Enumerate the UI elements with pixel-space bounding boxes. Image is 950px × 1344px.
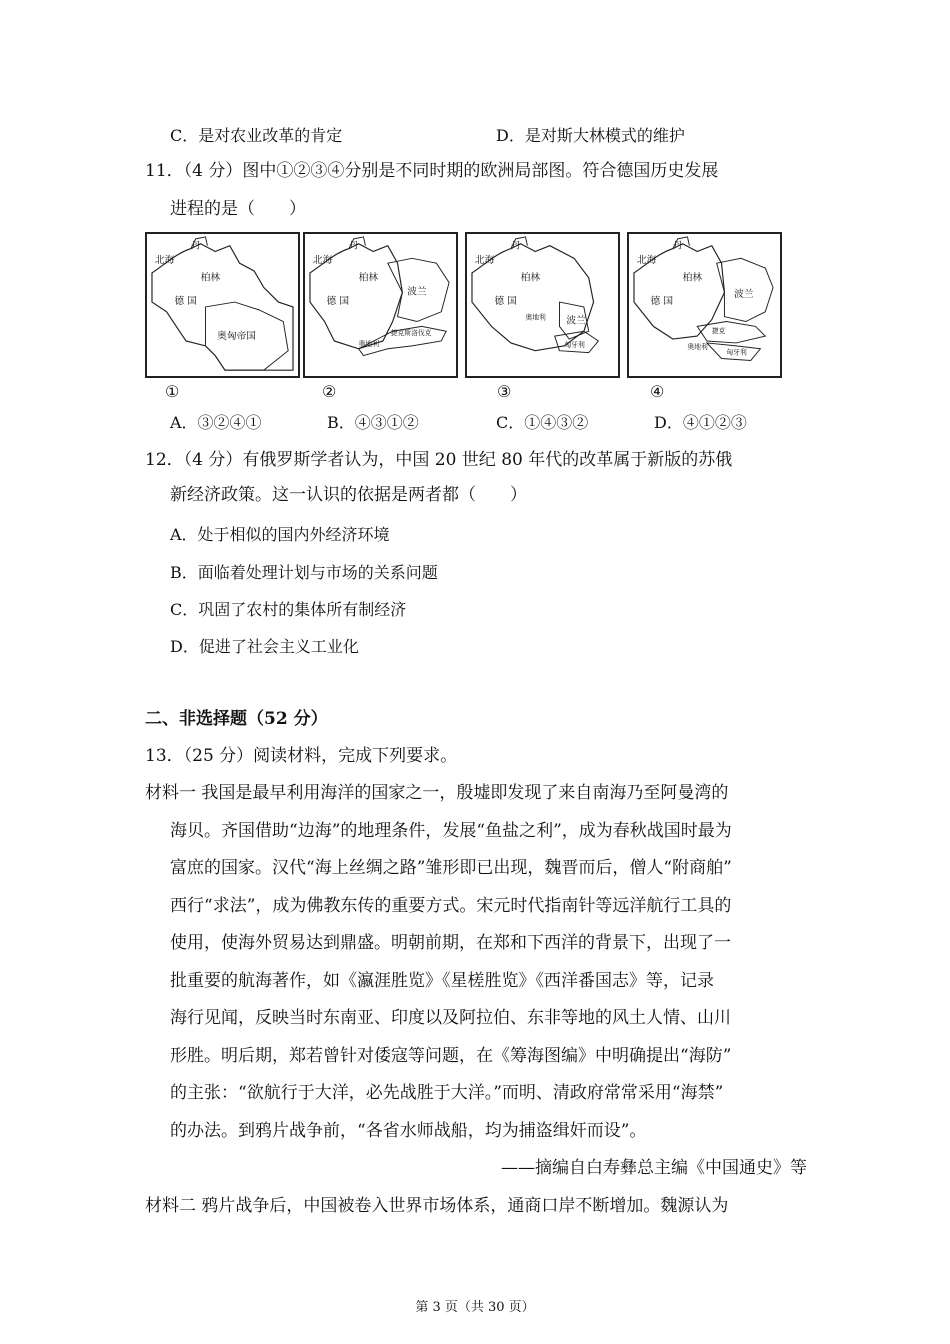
map-2-drawing: [305, 234, 456, 376]
q12-option-b: B．面临着处理计划与市场的关系问题: [170, 563, 438, 582]
map-2-label-5: 捷克斯洛伐克: [390, 329, 432, 338]
map-4-label-1: 北海: [636, 255, 657, 267]
map-1-drawing: [147, 234, 298, 376]
q11-option-b: B．④③①②: [327, 413, 419, 432]
map-1-number: ①: [165, 382, 180, 401]
map-4-label-3: 德 国: [650, 296, 674, 308]
map-3-label-1: 北海: [474, 255, 495, 267]
map-2-label-2: 柏林: [358, 272, 379, 284]
page-footer: 第 3 页（共 30 页）: [415, 1300, 535, 1315]
map-1-label-1: 北海: [154, 255, 175, 267]
material1-source: ——摘编自白寿彝总主编《中国通史》等: [501, 1158, 807, 1178]
map-4-label-5: 捷克: [711, 327, 726, 336]
material1-line-2: 富庶的国家。汉代“海上丝绸之路”雏形即已出现，魏晋而后，僧人“附商舶”: [170, 858, 732, 878]
map-3-drawing: [467, 234, 618, 376]
map-4-label-6: 奥地利: [687, 342, 708, 351]
q11-stem-line2: 进程的是（ ）: [170, 199, 306, 219]
material1-line-8: 的主张：“欲航行于大洋，必先战胜于大洋。”而明、清政府常常采用“海禁”: [170, 1083, 724, 1103]
material1-line-0: 材料一 我国是最早利用海洋的国家之一，殷墟即发现了来自南海乃至阿曼湾的: [145, 783, 729, 803]
q10-option-d: D．是对斯大林模式的维护: [496, 126, 685, 145]
map-4-label-4: 波兰: [734, 289, 754, 301]
q11-option-d: D．④①②③: [654, 413, 747, 432]
material1-line-5: 批重要的航海著作，如《瀛涯胜览》《星槎胜览》《西洋番国志》等，记录: [170, 971, 714, 991]
map-1: [145, 232, 300, 378]
map-4-label-2: 柏林: [682, 272, 703, 284]
map-3: [465, 232, 620, 378]
material1-line-3: 西行“求法”，成为佛教东传的重要方式。宋元时代指南针等远洋航行工具的: [170, 896, 732, 916]
map-1-label-4: 奥匈帝国: [217, 331, 257, 343]
q11-option-c: C．①④③②: [496, 413, 589, 432]
map-2-label-6: 奥地利: [358, 339, 380, 348]
q12-option-c: C．巩固了农村的集体所有制经济: [170, 600, 407, 619]
q11-stem-line1: 11．（4 分）图中①②③④分别是不同时期的欧洲局部图。符合德国历史发展: [145, 161, 719, 181]
map-1-label-2: 柏林: [200, 272, 221, 284]
map-1-label-3: 德 国: [174, 296, 197, 308]
map-3-label-6: 匈牙利: [564, 340, 585, 349]
material1-line-6: 海行见闻，反映当时东南亚、印度以及阿拉伯、东非等地的风土人情、山川: [170, 1008, 731, 1028]
map-3-label-3: 德 国: [494, 296, 517, 308]
q12-option-a: A．处于相似的国内外经济环境: [170, 525, 390, 544]
map-2-label-0: 丹: [348, 240, 359, 252]
q12-stem-line2: 新经济政策。这一认识的依据是两者都（ ）: [170, 485, 527, 505]
map-2-label-1: 北海: [312, 255, 333, 267]
material1-line-9: 的办法。到鸦片战争前，“各省水师战船，均为捕盗缉奸而设”。: [170, 1121, 647, 1141]
q13-stem: 13．（25 分）阅读材料，完成下列要求。: [145, 746, 458, 766]
material2-line-0: 材料二 鸦片战争后，中国被卷入世界市场体系，通商口岸不断增加。魏源认为: [145, 1196, 729, 1216]
map-3-label-2: 柏林: [520, 272, 541, 284]
map-3-label-4: 波兰: [566, 315, 586, 327]
map-2-label-3: 德 国: [326, 296, 350, 308]
europe-maps: [145, 232, 785, 382]
material1-line-4: 使用，使海外贸易达到鼎盛。明朝前期，在郑和下西洋的背景下，出现了一: [170, 933, 731, 953]
q12-option-d: D．促进了社会主义工业化: [170, 637, 359, 656]
map-1-label-0: 丹: [190, 240, 201, 252]
map-2-number: ②: [322, 382, 337, 401]
map-3-number: ③: [497, 382, 512, 401]
section-title: 二、非选择题（52 分）: [145, 709, 328, 729]
map-4-drawing: [629, 234, 780, 376]
map-3-label-5: 奥地利: [525, 313, 546, 322]
material1-line-7: 形胜。明后期，郑若曾针对倭寇等问题，在《筹海图编》中明确提出“海防”: [170, 1046, 732, 1066]
q11-option-a: A．③②④①: [170, 413, 262, 432]
map-4-number: ④: [650, 382, 665, 401]
map-2-label-4: 波兰: [407, 286, 427, 298]
map-4: [627, 232, 782, 378]
map-4-label-7: 匈牙利: [726, 348, 747, 357]
q12-stem-line1: 12．（4 分）有俄罗斯学者认为，中国 20 世纪 80 年代的改革属于新版的苏俄: [145, 450, 733, 470]
map-4-label-0: 丹: [672, 240, 683, 252]
map-3-label-0: 丹: [510, 240, 521, 252]
material1-line-1: 海贝。齐国借助“边海”的地理条件，发展“鱼盐之利”，成为春秋战国时最为: [170, 821, 732, 841]
q10-option-c: C．是对农业改革的肯定: [170, 126, 343, 145]
map-2: [303, 232, 458, 378]
